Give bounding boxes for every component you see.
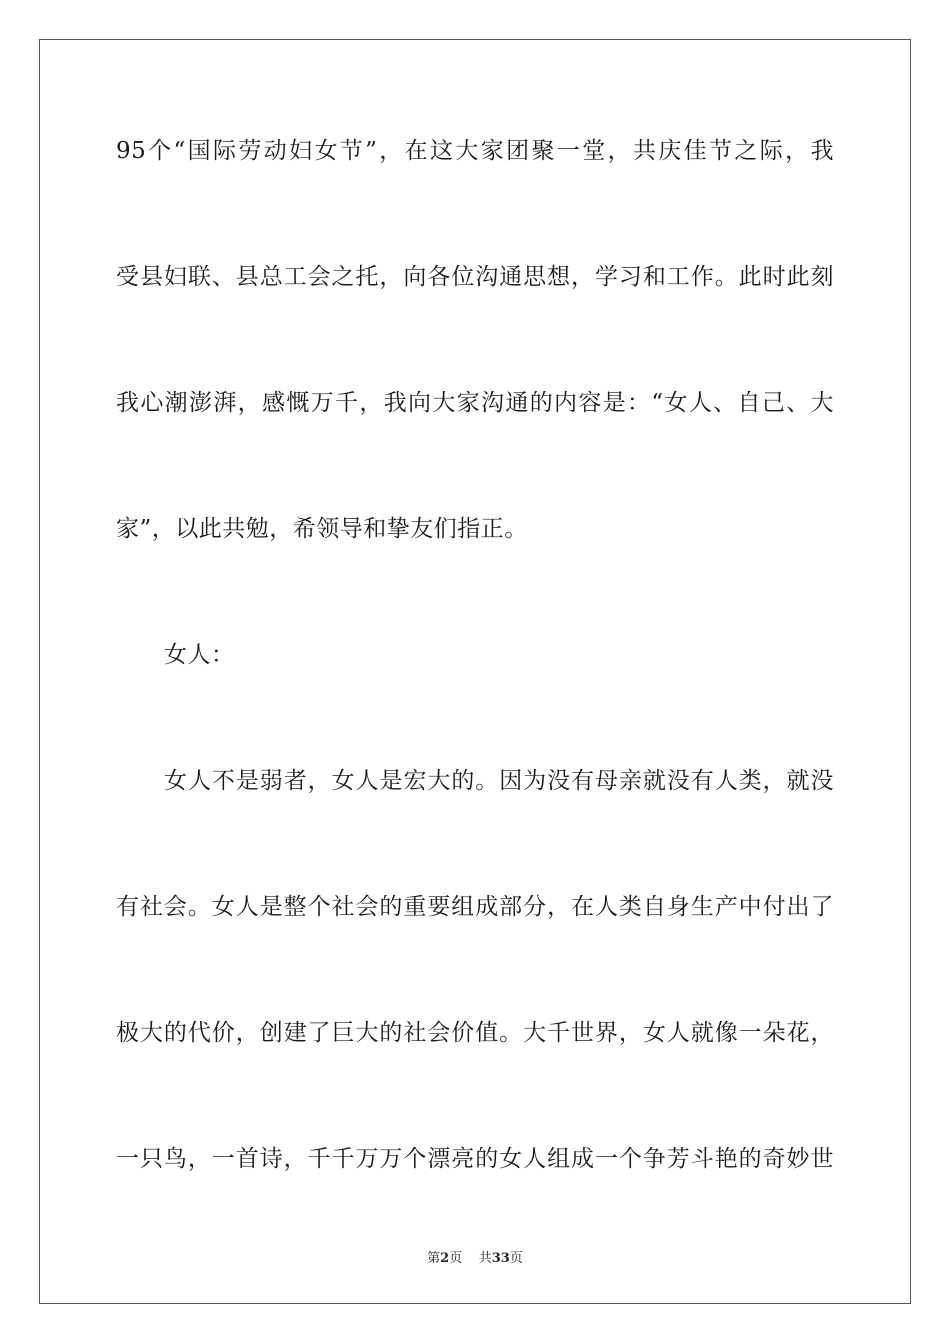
footer-page-prefix: 第 (427, 1251, 441, 1266)
text-line: 95个“国际劳动妇女节”，在这大家团聚一堂，共庆佳节之际，我 (116, 138, 834, 164)
text-line: 有社会。女人是整个社会的重要组成部分，在人类自身生产中付出了 (116, 894, 834, 920)
section-heading: 女人： (164, 642, 235, 668)
text-line: 受县妇联、县总工会之托，向各位沟通思想，学习和工作。此时此刻 (116, 264, 834, 290)
footer-page-number: 2 (440, 1251, 450, 1266)
footer-total-suffix: 页 (509, 1251, 523, 1266)
page-footer (0, 1247, 950, 1266)
text-line: 家”，以此共勉，希领导和挚友们指正。 (116, 516, 528, 542)
footer-total-prefix: 共 (478, 1251, 492, 1266)
text-line: 女人不是弱者，女人是宏大的。因为没有母亲就没有人类，就没 (164, 768, 834, 794)
footer-total-pages: 33 (491, 1251, 510, 1266)
text-line: 一只鸟，一首诗，千千万万个漂亮的女人组成一个争芳斗艳的奇妙世 (116, 1146, 834, 1172)
text-line: 极大的代价，创建了巨大的社会价值。大千世界，女人就像一朵花， (116, 1020, 834, 1046)
document-body (116, 118, 834, 1193)
text-line: 我心潮澎湃，感慨万千，我向大家沟通的内容是：“女人、自己、大 (116, 390, 834, 416)
footer-page-suffix: 页 (449, 1251, 463, 1266)
